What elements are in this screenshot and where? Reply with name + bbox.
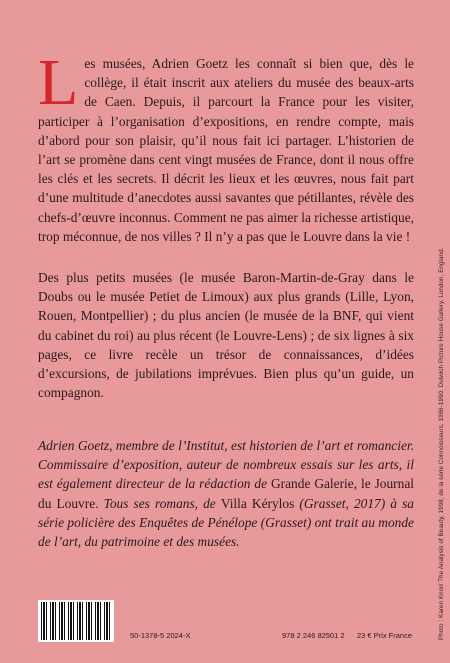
summary-paragraph-1 (38, 46, 414, 246)
author-bio-part-1: Adrien Goetz, membre de l’Institut, est historien de l’art et romancier. Commissaire d’exposition, auteur de nombreux essais sur les arts, il est également directeur de la rédaction de (38, 438, 414, 492)
price-label: 23 € Prix France (357, 631, 413, 640)
summary-paragraph-1-text: es musées, Adrien Goetz les connaît si bien que, dès le collège, il était inscrit aux ateliers du musée des beaux-arts de Caen. Depuis, il parcourt la France pour les visiter, participer à l’organisation d’expositions, en rendre compte, mais d’abord pour son plaisir, qu’il nous fait ici partager. L’historien de l’art se promène dans cent vingt musées de France, dont il nous offre les clés et les secrets. Il décrit les lieux et les œuvres, nous fait part d’une multitude d’anecdotes aussi savantes que pétillantes, révèle des chefs-d’œuvre inconnus. Comment ne pas aimer la richesse artistique, trop méconnue, de nos villes ? Il n’y a pas que le Louvre dans la vie ! (38, 56, 414, 244)
catalog-reference: 50-1378-5 2024-X (130, 631, 191, 640)
barcode-icon (38, 600, 114, 642)
author-bio-part-3: (Grasset, 2017) à sa série policière des Enquêtes de Pénélope (Grasset) ont trait au monde de l’art, du patrimoine et des musées. (38, 495, 415, 550)
author-bio-part-2: Tous ses romans, de (98, 495, 221, 511)
author-bio-journal: Grande Galerie, le Journal du Louvre. (38, 476, 414, 511)
photo-credit: Photo : Karen Knorr The Analysis of Beauty, 1998, de la série Connoisseurs, 1986-1990. Dulwich Picture House Gallery, London, England. (438, 247, 445, 640)
drop-cap-letter: L (38, 46, 79, 119)
author-bio (38, 436, 414, 551)
isbn-number: 978 2 246 82501 2 (282, 631, 345, 640)
author-bio-novel-title: Villa Kérylos (220, 495, 295, 511)
summary-paragraph-2: Des plus petits musées (le musée Baron-Martin-de-Gray dans le Doubs ou le musée Petiet de Limoux) aux plus grands (Lille, Lyon, Rouen, Montpellier) ; du plus ancien (le musée de la BNF, qui vient du cabinet du roi) au plus récent (le Louvre-Lens) ; de six lignes à six pages, ce livre recèle un trésor de connaissances, d’idées d’excursions, de jubilations imprévues. Bien plus qu’un guide, un compagnon. (38, 270, 414, 401)
